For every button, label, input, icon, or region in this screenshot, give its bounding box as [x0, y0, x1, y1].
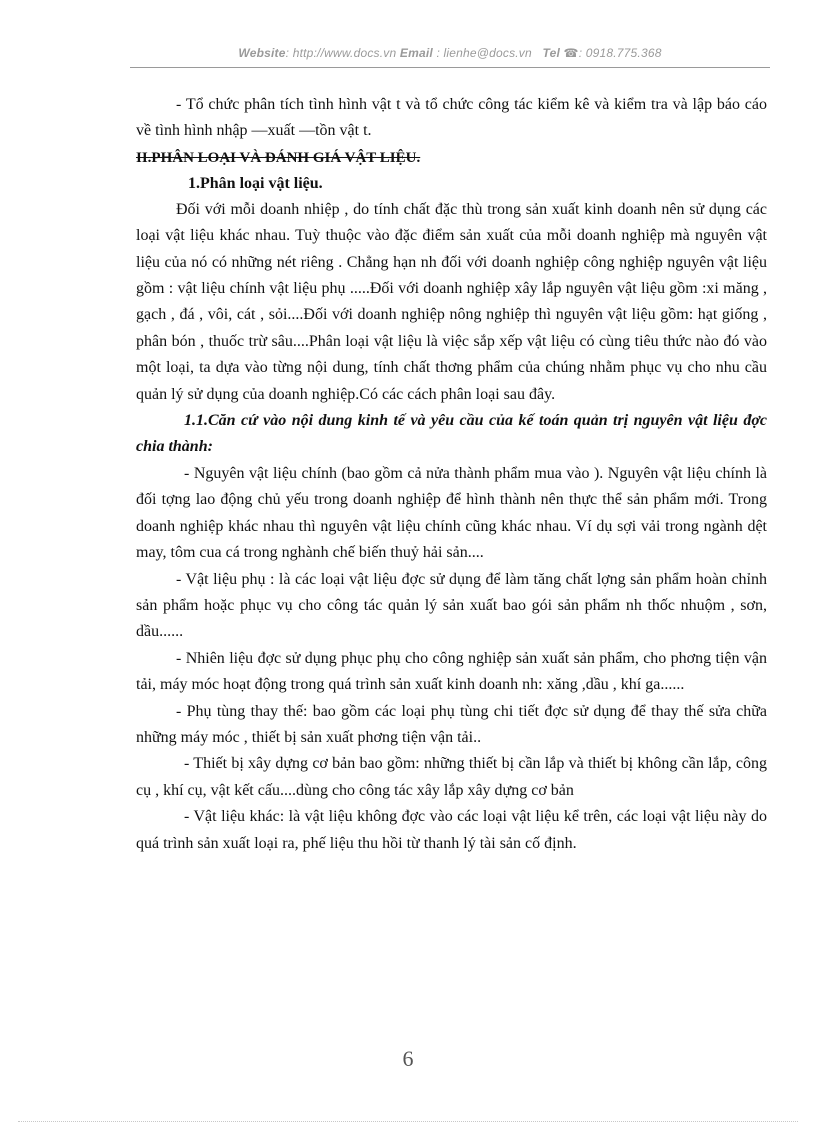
main-material-paragraph: - Nguyên vật liệu chính (bao gồm cả nửa thành phẩm mua vào ). Nguyên vật liệu chính là đối tợng lao động chủ yếu trong doanh nghiệp để hình thành nên thực thể sản phẩm mới. Trong doanh nghiệp khác nhau thì nguyên vật liệu chính cũng khác nhau. Ví dụ sợi vải trong ngành dệt may, tôm cua cá trong nghành chế biến thuỷ hải sản....: [136, 464, 767, 562]
page-number: 6: [402, 1046, 414, 1071]
tel-label: Tel: [542, 46, 560, 60]
footer-rule: [18, 1121, 798, 1122]
auxiliary-material-paragraph: - Vật liệu phụ : là các loại vật liệu đợc sử dụng để làm tăng chất lợng sản phẩm hoàn chỉnh sản phẩm hoặc phục vụ cho công tác quản lý sản xuất bao gói sản phẩm nh thốc nhuộm , sơn, dầu......: [136, 570, 767, 641]
intro-paragraph: - Tổ chức phân tích tình hình vật t và tổ chức công tác kiểm kê và kiểm tra và lập báo cáo về tình hình nhập —xuất —tồn vật t.: [136, 96, 767, 140]
section-heading: II.PHÂN LOẠI VÀ ĐÁNH GIÁ VẬT LIỆU.: [136, 149, 421, 166]
spare-parts-paragraph: - Phụ tùng thay thế: bao gồm các loại phụ tùng chi tiết đợc sử dụng để thay thế sửa chữa những máy móc , thiết bị sản xuất phơng tiện vận tải..: [136, 702, 767, 746]
equipment-paragraph: - Thiết bị xây dựng cơ bản bao gồm: những thiết bị cần lắp và thiết bị không cần lắp, công cụ , khí cụ, vật kết cấu....dùng cho công tác xây lắp xây dựng cơ bản: [136, 755, 767, 799]
subsection-heading-1-1: 1.1.Căn cứ vào nội dung kinh tế và yêu cầu của kế toán quản trị nguyên vật liệu đợc chia thành:: [136, 412, 767, 456]
document-body: [136, 92, 767, 857]
page-header: [130, 46, 770, 68]
email-label: Email: [399, 46, 433, 60]
header-rule: [130, 67, 770, 68]
fuel-paragraph: - Nhiên liệu đợc sử dụng phục phụ cho công nghiệp sản xuất sản phẩm, cho phơng tiện vận tải, máy móc hoạt động trong quá trình sản xuất kinh doanh nh: xăng ,dầu , khí ga......: [136, 649, 767, 694]
classification-paragraph: Đối với mỗi doanh nhiệp , do tính chất đặc thù trong sản xuất kinh doanh nên sử dụng các loại vật liệu khác nhau. Tuỳ thuộc vào đặc điểm sản xuất của mỗi doanh nghiệp mà nguyên vật liệu của nó có những nét riêng . Chẳng hạn nh đối với doanh nghiệp công nghiệp nguyên vật liệu gồm : vật liệu chính vật liệu phụ .....Đối với doanh nghiệp xây lắp nguyên vật liệu gồm :xi măng , gạch , đá , vôi, cát , sỏi....Đối với doanh nghiệp nông nghiệp thì nguyên vật liệu gồm: hạt giống , phân bón , thuốc trừ sâu....Phân loại vật liệu là việc sắp xếp vật liệu có cùng tiêu thức nào đó vào một loại, ta dựa vào từng nội dung, tính chất thơng phẩm của chúng nhằm phục vụ cho nhu cầu quản lý sử dụng của doanh nghiệp.Có các cách phân loại sau đây.: [136, 200, 767, 403]
tel-value: : 0918.775.368: [578, 46, 662, 60]
phone-icon: ☎: [563, 46, 579, 60]
other-materials-paragraph: - Vật liệu khác: là vật liệu không đợc vào các loại vật liệu kể trên, các loại vật liệu này do quá trình sản xuất loại ra, phế liệu thu hồi từ thanh lý tài sản cố định.: [136, 808, 767, 852]
website-value: : http://www.docs.vn: [285, 46, 397, 60]
email-value: : lienhe@docs.vn: [432, 46, 532, 60]
website-label: Website: [238, 46, 286, 60]
subsection-heading-1: 1.Phân loại vật liệu.: [188, 174, 323, 192]
